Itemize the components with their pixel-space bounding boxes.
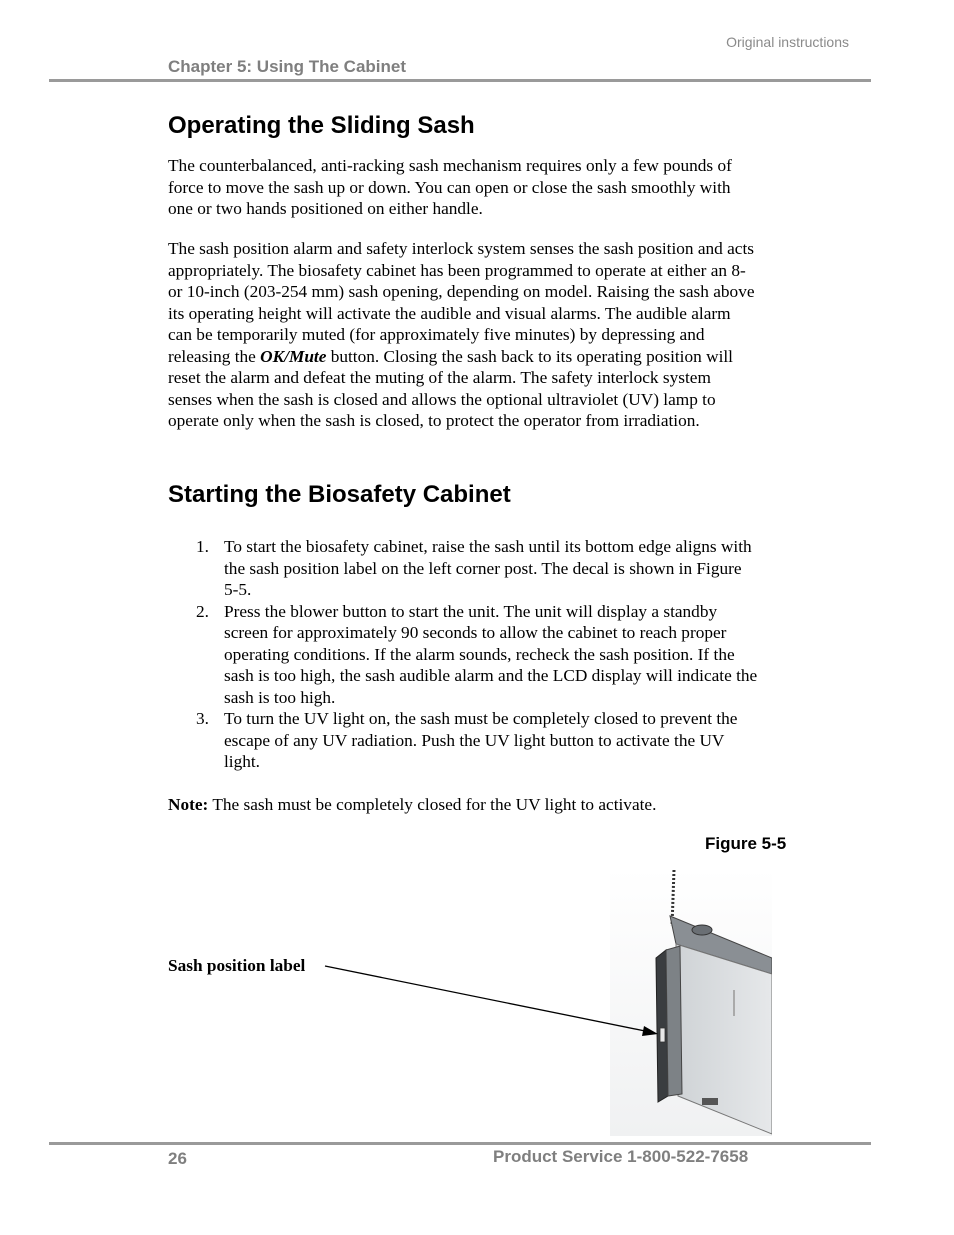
list-item: [168, 536, 758, 601]
ok-mute-emphasis: OK/Mute: [260, 346, 327, 366]
step-text: Press the blower button to start the unit. The unit will display a standby screen for approximately 90 seconds to allow the cabinet to reach proper operating conditions. If the alarm sounds, recheck the sash position. If the sash is too high, the sash audible alarm and the LCD display will indicate the sash is too high.: [224, 601, 758, 707]
cabinet-base-fixture: [702, 1098, 718, 1105]
step-text: To turn the UV light on, the sash must be completely closed to prevent the escape of any UV radiation. Push the UV light button to activate the UV light.: [224, 709, 738, 771]
sash-position-decal: [660, 1028, 665, 1042]
original-instructions-note: Original instructions: [726, 34, 849, 50]
corner-post-face: [666, 946, 682, 1096]
section-heading-starting-cabinet: Starting the Biosafety Cabinet: [168, 481, 511, 508]
sash-paragraph-2-text-a: The sash position alarm and safety interlock system senses the sash position and acts appropriately. The biosafety cabinet has been programmed to operate at either an 8- or 10-inch (203-254 mm) sash opening, depending on model. Raising the sash above its operating height will activate the audible and visual alarms. The audible alarm can be temporarily muted (for approximately five minutes) by depressing and releasing the: [168, 239, 755, 366]
step-number: 3.: [196, 709, 209, 728]
page-number: 26: [168, 1149, 187, 1168]
callout-line: [325, 966, 650, 1032]
chapter-header: Chapter 5: Using The Cabinet: [168, 57, 407, 76]
step-number: 1.: [196, 537, 209, 556]
sash-position-callout-label: Sash position label: [168, 956, 306, 975]
list-item: [168, 708, 758, 773]
sash-paragraph-2: [168, 238, 758, 432]
note-text: The sash must be completely closed for the UV light to activate.: [208, 795, 657, 814]
step-number: 2.: [196, 601, 209, 621]
cabinet-corner-figure: [320, 866, 772, 1138]
header-rule: [49, 79, 871, 82]
section-heading-sliding-sash: Operating the Sliding Sash: [168, 112, 475, 139]
sash-paragraph-1: The counterbalanced, anti-racking sash mechanism requires only a few pounds of force to move the sash up or down. You can open or close the sash smoothly with one or two hands positioned on either handle.: [168, 156, 732, 218]
figure-caption: Figure 5-5: [705, 834, 787, 853]
hood-fixture-icon: [692, 925, 712, 935]
sash-paragraph-2-text-b: button. Closing the sash back to its operating position will reset the alarm and defeat the muting of the alarm. The safety interlock system senses when the sash is closed and allows the optional ultraviolet (UV) lamp to operate only when the sash is closed, to protect the operator from irradiation.: [168, 346, 733, 430]
uv-note: [168, 794, 656, 816]
footer-rule: [49, 1142, 871, 1145]
note-label: Note:: [168, 795, 209, 814]
list-item: [168, 601, 758, 709]
step-text: To start the biosafety cabinet, raise the sash until its bottom edge aligns with the sash position label on the left corner post. The decal is shown in Figure 5-5.: [224, 537, 752, 599]
product-service-phone: Product Service 1-800-522-7658: [493, 1147, 749, 1166]
startup-steps-list: [168, 536, 758, 773]
